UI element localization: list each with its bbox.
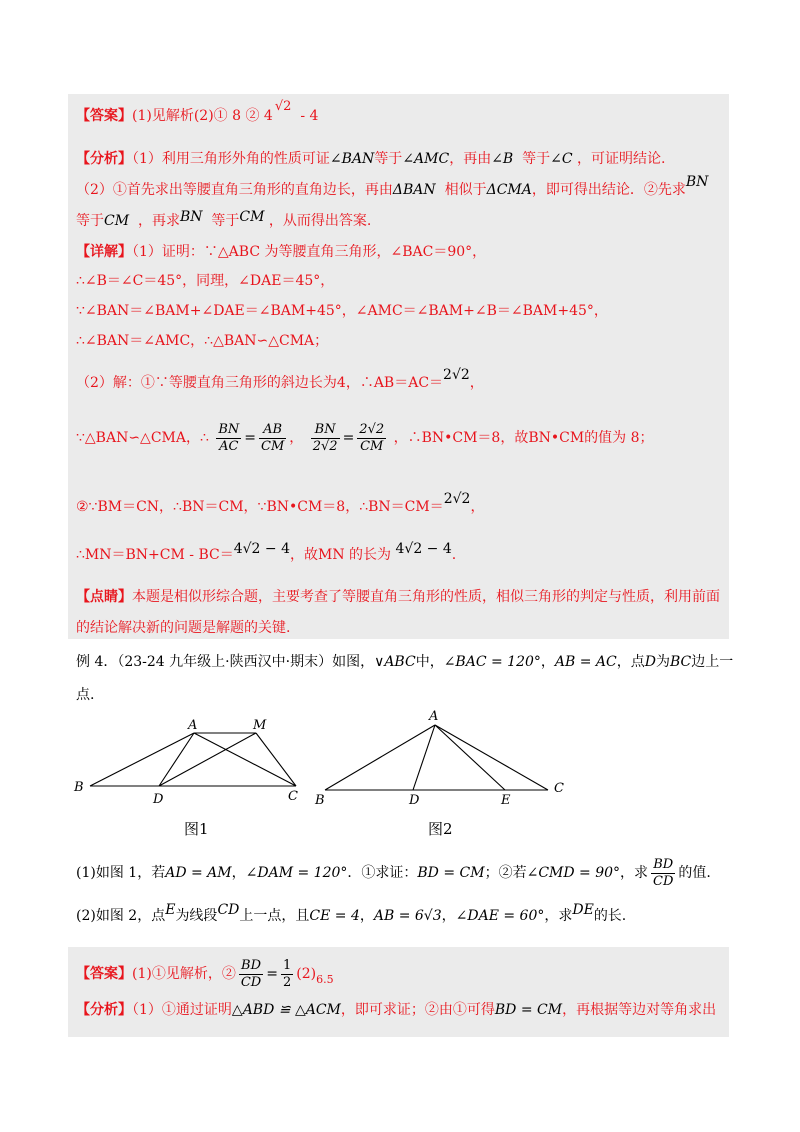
label-c: C — [288, 789, 298, 804]
fraction-2r2-cm: $\frac{2√2}{CM}$ — [359, 421, 385, 454]
comment-line-1: 【点睛】本题是相似形综合题，主要考查了等腰直角三角形的性质，相似三角形的判定与性质，利用前面 — [76, 589, 720, 605]
answer-line-1: 【答案】(1)见解析(2)① 8 ② 4√2 - 4 — [76, 99, 319, 124]
question-2: (2)如图 2，点E为线段CD上一点，且CE = 4，AB = 6√3，∠DAE = 60°，求DE的长. — [76, 902, 627, 924]
label-a: A — [188, 718, 198, 733]
comment-line-2: 的结论解决新的问题是解题的关键. — [76, 620, 291, 636]
figure-1 — [60, 710, 320, 820]
answer-line-2: 【答案】(1)①见解析，② $\frac{BD}{CD}$ = $\frac{1}{2}$ $(2)_{6.5}$ — [76, 957, 334, 990]
segment-ab — [325, 725, 435, 790]
figure-1-caption: 图1 — [184, 820, 209, 838]
label-c: C — [554, 781, 564, 796]
detail-line-1: 【详解】（1）证明：∵△ABC 为等腰直角三角形，∠BAC＝90°， — [76, 244, 487, 260]
label-b: B — [74, 780, 84, 795]
segment-ac — [194, 733, 296, 786]
analysis-line-4: 【分析】（1）①通过证明△ABD ≌ △ACM，即可求证；②由①可得BD = CM，再根据等边对等角求出 — [76, 1002, 717, 1018]
segment-dm — [159, 733, 256, 786]
analysis-line-3: 等于CM ，再求BN 等于CM ，从而得出答案. — [76, 209, 372, 229]
segment-ad — [159, 733, 194, 786]
label-m: M — [253, 718, 267, 733]
detail-line-8: ∴MN＝BN+CM - BC＝4√2 − 4，故MN 的长为 4√2 − 4. — [76, 541, 457, 563]
segment-ae — [435, 725, 505, 790]
label-d: D — [409, 793, 420, 808]
detail-line-5: （2）解：①∵等腰直角三角形的斜边长为4，∴AB＝AC＝2√2， — [76, 367, 484, 391]
detail-line-6: ∵△BAN∽△CMA，∴ $\frac{BN}{AC}$ = $\frac{AB}{CM}$ ， $\frac{BN}{2√2}$ = $\frac{2√2}{CM}$ ，∴BN•CM＝8，故BN•CM的值为 8； — [76, 421, 654, 454]
fraction-bd-cd: $\frac{BD}{CD}$ — [653, 856, 674, 889]
figure-2 — [310, 705, 580, 815]
segment-ba — [90, 733, 194, 786]
segment-mc — [256, 733, 296, 786]
figure-2-caption: 图2 — [428, 820, 453, 838]
fraction-bn-2r2: $\frac{BN}{2√2}$ — [312, 421, 338, 454]
answer-tag: 【答案】 — [76, 108, 132, 124]
label-a: A — [429, 709, 439, 724]
label-d: D — [153, 792, 164, 807]
detail-line-4: ∴∠BAN＝∠AMC，∴△BAN∽△CMA； — [76, 333, 329, 349]
example4-line-2: 点. — [76, 687, 95, 703]
fraction-bn-ac: $\frac{BN}{AC}$ — [218, 421, 240, 454]
detail-line-7: ②∵BM＝CN，∴BN＝CM，∵BN•CM＝8，∴BN＝CM＝2√2， — [76, 491, 485, 515]
analysis-line-1: 【分析】（1）利用三角形外角的性质可证∠BAN等于∠AMC，再由∠B 等于∠C ，可证明结论. — [76, 151, 666, 167]
fraction-bd-cd-answer: $\frac{BD}{CD}$ — [240, 957, 262, 990]
fraction-ab-cm: $\frac{AB}{CM}$ — [261, 421, 285, 454]
question-1: (1)如图 1，若AD = AM，∠DAM = 120°．①求证：BD = CM；②若∠CMD = 90°，求 $\frac{BD}{CD}$ 的值. — [76, 856, 711, 889]
example4-line-1: 例 4．（23-24 九年级上·陕西汉中·期末）如图，∨ABC中，∠BAC = 120°，AB = AC，点D为BC边上一 — [76, 654, 734, 670]
segment-ac — [435, 725, 548, 790]
label-b: B — [315, 793, 325, 808]
fraction-one-half: $\frac{1}{2}$ — [282, 957, 292, 990]
detail-line-2: ∴∠B＝∠C＝45°，同理，∠DAE＝45°， — [76, 273, 335, 289]
segment-ad — [413, 725, 435, 790]
detail-line-3: ∵∠BAN＝∠BAM+∠DAE＝∠BAM+45°，∠AMC＝∠BAM+∠B＝∠BAM+45°， — [76, 303, 608, 319]
analysis-line-2: （2）①首先求出等腰直角三角形的直角边长，再由ΔBAN 相似于ΔCMA，即可得出结论．②先求BN — [76, 174, 709, 198]
label-e: E — [501, 793, 511, 808]
